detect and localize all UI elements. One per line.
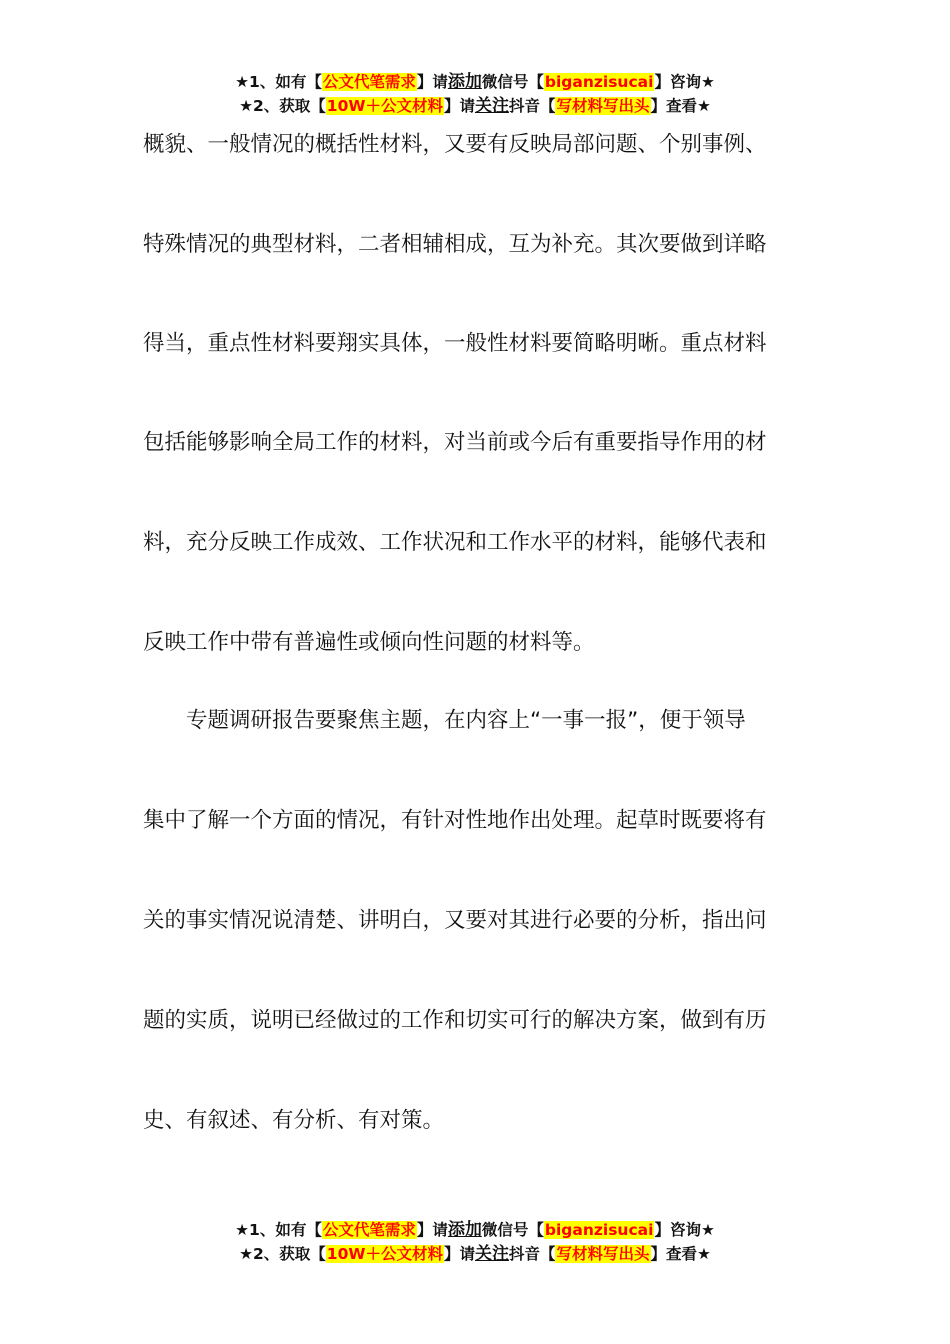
body-line: 包括能够影响全局工作的材料，对当前或今后有重要指导作用的材 bbox=[143, 430, 767, 455]
body-line: 料，充分反映工作成效、工作状况和工作水平的材料，能够代表和 bbox=[143, 530, 767, 555]
banner-line-2 bbox=[0, 94, 950, 118]
banner-text: ★1、如有【 bbox=[235, 1221, 322, 1239]
highlight-wechat-id: biganzisucai bbox=[544, 1221, 654, 1239]
body-line: 题的实质，说明已经做过的工作和切实可行的解决方案，做到有历 bbox=[143, 1008, 767, 1033]
body-line: 反映工作中带有普遍性或倾向性问题的材料等。 bbox=[143, 630, 595, 655]
footer-banner bbox=[0, 1218, 950, 1266]
body-line: 集中了解一个方面的情况，有针对性地作出处理。起草时既要将有 bbox=[143, 808, 767, 833]
banner-line-2 bbox=[0, 1242, 950, 1266]
highlight-materials: 10W＋公文材料 bbox=[326, 97, 443, 115]
body-line: 史、有叙述、有分析、有对策。 bbox=[143, 1108, 445, 1133]
banner-text: 】查看★ bbox=[650, 97, 711, 115]
banner-text: 】请 bbox=[443, 1245, 475, 1263]
banner-line-1 bbox=[0, 70, 950, 94]
banner-text: 抖音【 bbox=[508, 1245, 556, 1263]
banner-text: 】咨询★ bbox=[654, 1221, 715, 1239]
highlight-service: 公文代笔需求 bbox=[322, 73, 416, 91]
banner-text: 微信号【 bbox=[481, 73, 544, 91]
emphasis-text: 关注 bbox=[474, 1244, 509, 1264]
banner-text: 抖音【 bbox=[508, 97, 556, 115]
banner-text: 微信号【 bbox=[481, 1221, 544, 1239]
banner-text: ★2、获取【 bbox=[239, 1245, 326, 1263]
highlight-materials: 10W＋公文材料 bbox=[326, 1245, 443, 1263]
body-line: 关的事实情况说清楚、讲明白，又要对其进行必要的分析，指出问 bbox=[143, 908, 767, 933]
body-line: 概貌、一般情况的概括性材料，又要有反映局部问题、个别事例、 bbox=[143, 132, 767, 157]
banner-text: ★1、如有【 bbox=[235, 73, 322, 91]
banner-text: 】查看★ bbox=[650, 1245, 711, 1263]
body-line: 得当，重点性材料要翔实具体，一般性材料要简略明晰。重点材料 bbox=[143, 331, 767, 356]
banner-text: 】咨询★ bbox=[654, 73, 715, 91]
banner-text: 】请 bbox=[416, 1221, 448, 1239]
banner-text: 】请 bbox=[443, 97, 475, 115]
highlight-douyin-account: 写材料写出头 bbox=[556, 97, 650, 115]
emphasis-text: 添加 bbox=[447, 72, 482, 92]
banner-text: ★2、获取【 bbox=[239, 97, 326, 115]
emphasis-text: 关注 bbox=[474, 96, 509, 116]
emphasis-text: 添加 bbox=[447, 1220, 482, 1240]
body-line: 特殊情况的典型材料，二者相辅相成，互为补充。其次要做到详略 bbox=[143, 232, 767, 257]
highlight-service: 公文代笔需求 bbox=[322, 1221, 416, 1239]
highlight-wechat-id: biganzisucai bbox=[544, 73, 654, 91]
header-banner bbox=[0, 70, 950, 118]
banner-line-1 bbox=[0, 1218, 950, 1242]
banner-text: 】请 bbox=[416, 73, 448, 91]
highlight-douyin-account: 写材料写出头 bbox=[556, 1245, 650, 1263]
body-line: 专题调研报告要聚焦主题，在内容上“一事一报”，便于领导 bbox=[143, 708, 746, 733]
